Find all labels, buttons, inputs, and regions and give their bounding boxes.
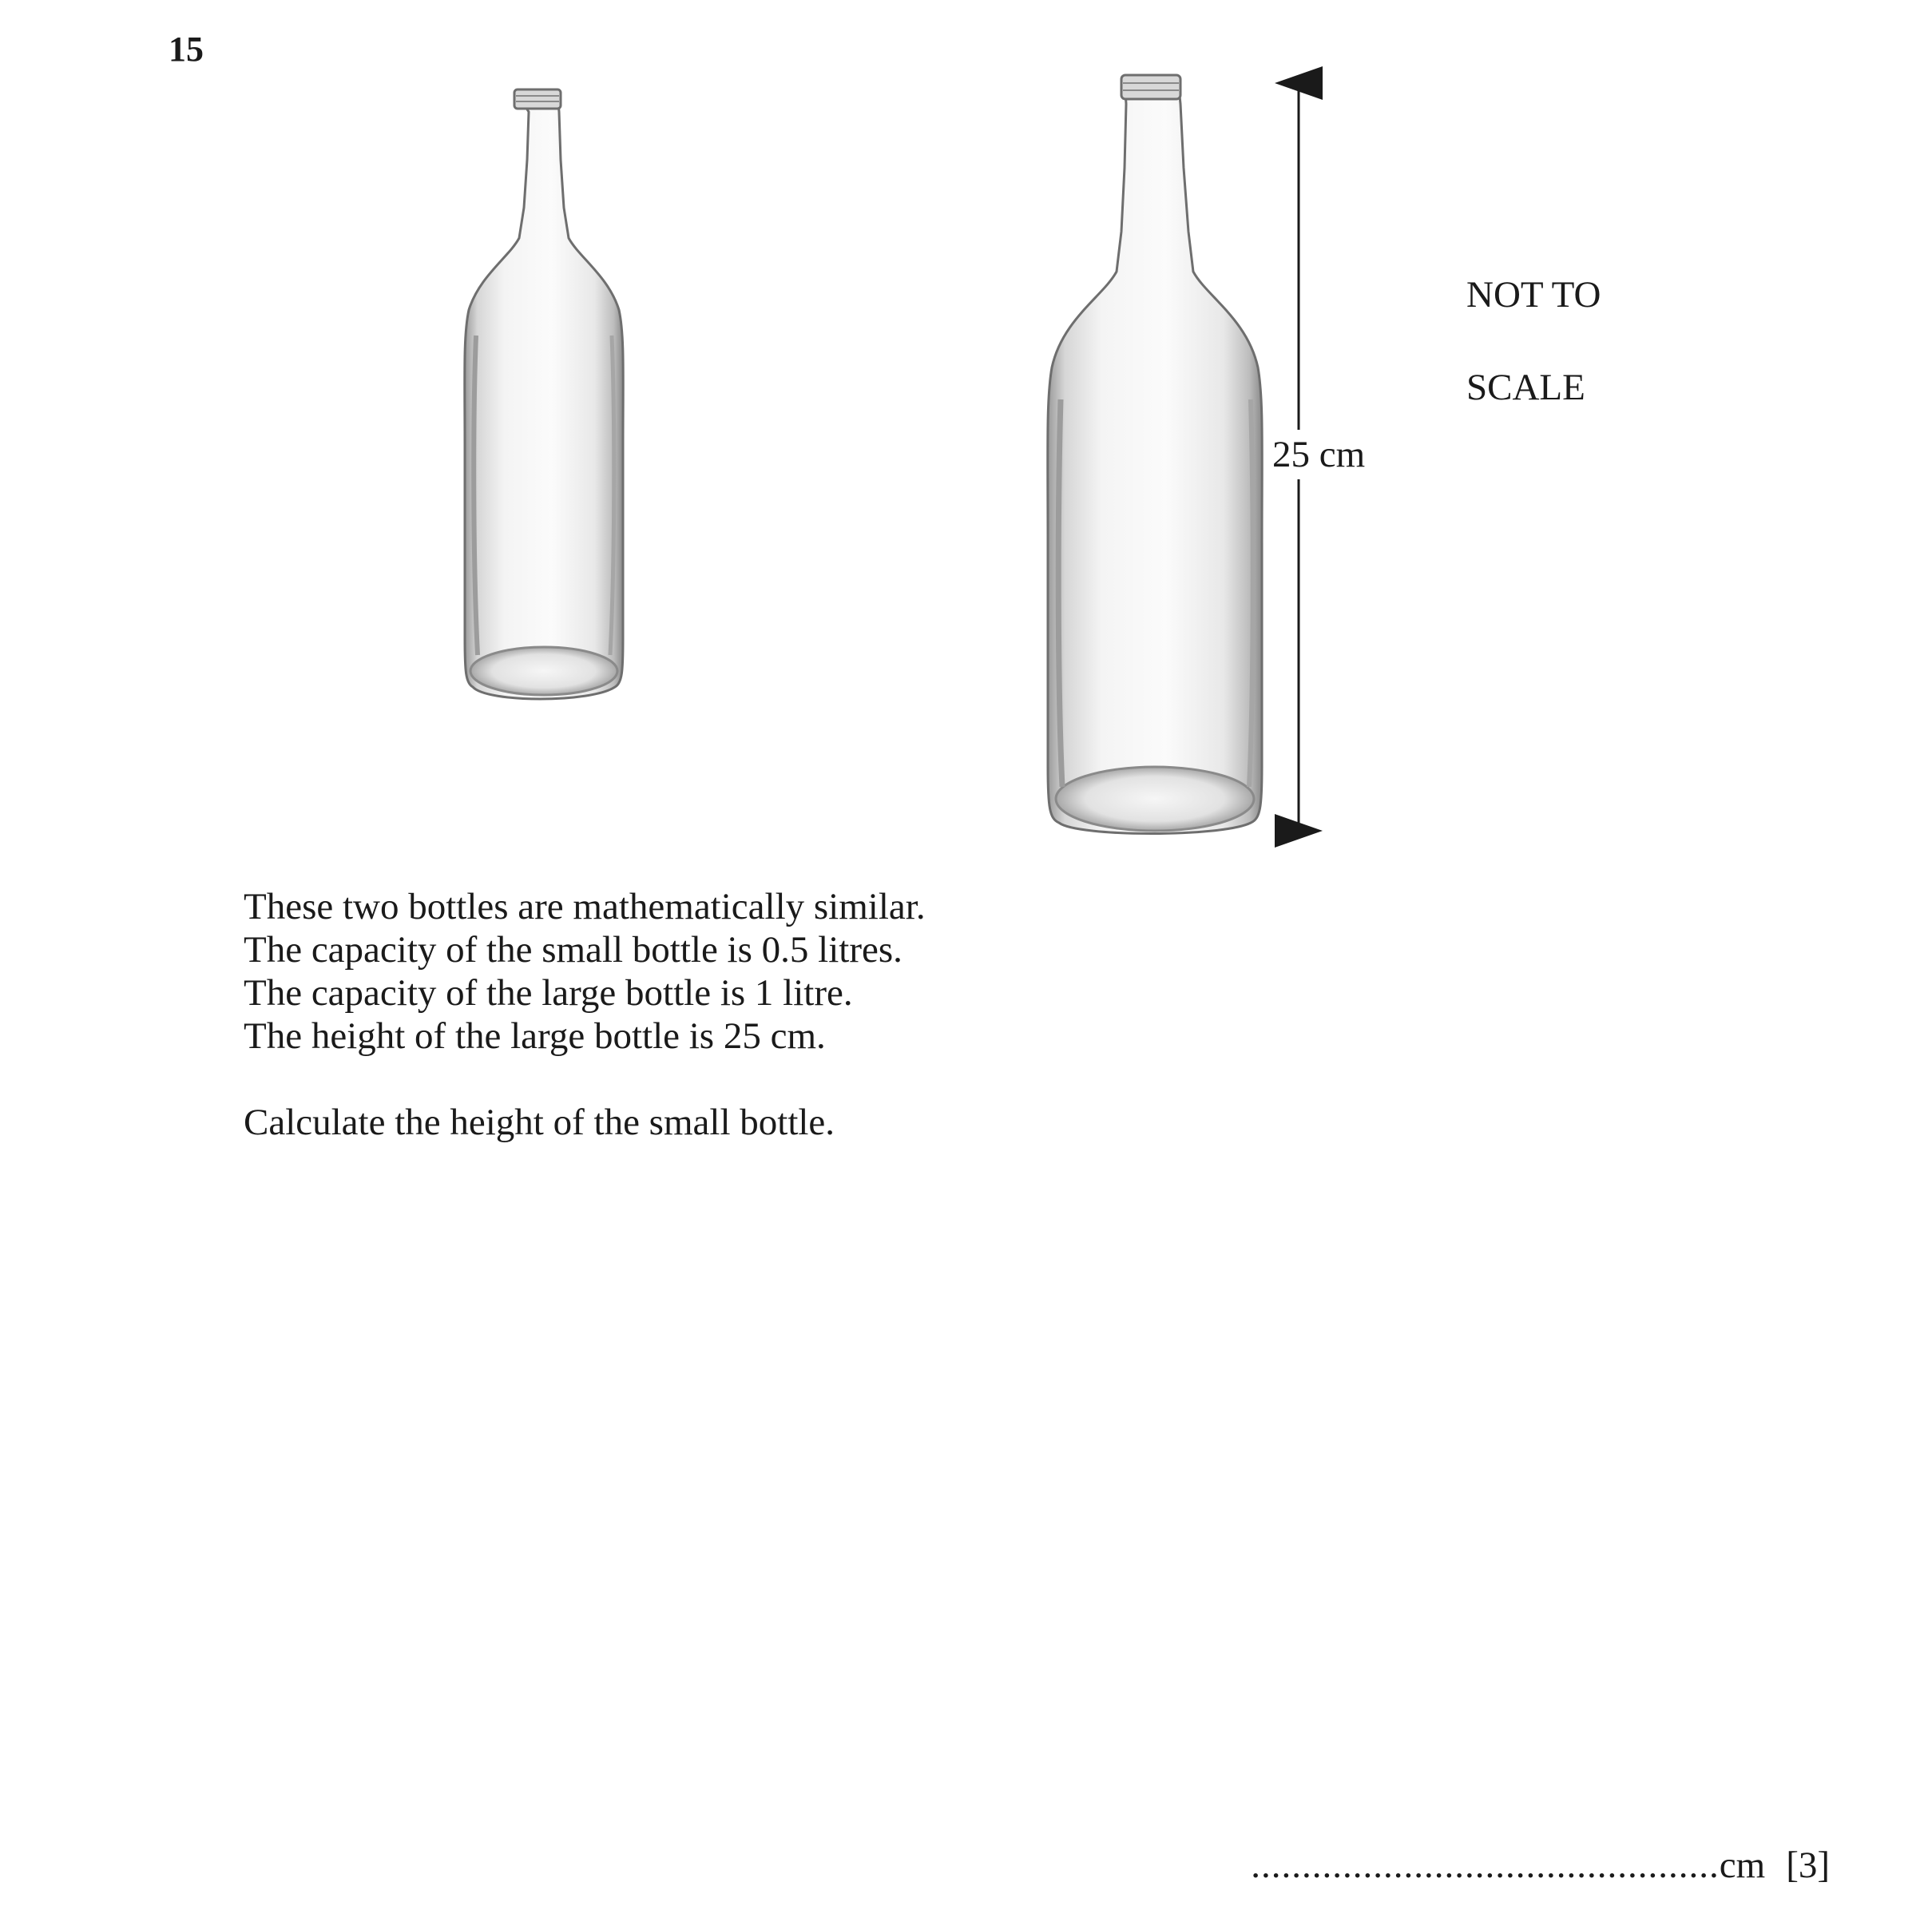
question-line: The capacity of the large bottle is 1 litre. xyxy=(244,972,853,1014)
question-instruction: Calculate the height of the small bottle. xyxy=(244,1102,835,1143)
large-bottle xyxy=(1048,75,1263,834)
height-dimension-label: 25 cm xyxy=(1272,430,1365,479)
note-line-1: NOT TO xyxy=(1466,274,1601,316)
bottles-figure xyxy=(0,0,1932,863)
question-line: The capacity of the small bottle is 0.5 litres. xyxy=(244,929,903,971)
small-bottle xyxy=(465,89,624,699)
answer-line[interactable] xyxy=(1251,1844,1830,1887)
marks-label: [3] xyxy=(1786,1845,1830,1886)
question-number: 15 xyxy=(169,30,204,69)
question-line: These two bottles are mathematically similar. xyxy=(244,886,926,927)
question-text xyxy=(244,885,926,1144)
question-line: The height of the large bottle is 25 cm. xyxy=(244,1015,826,1057)
answer-unit: cm xyxy=(1719,1845,1766,1886)
note-line-2: SCALE xyxy=(1466,367,1585,408)
answer-dots[interactable]: .............................................. xyxy=(1251,1845,1720,1886)
not-to-scale-note xyxy=(1466,225,1601,411)
